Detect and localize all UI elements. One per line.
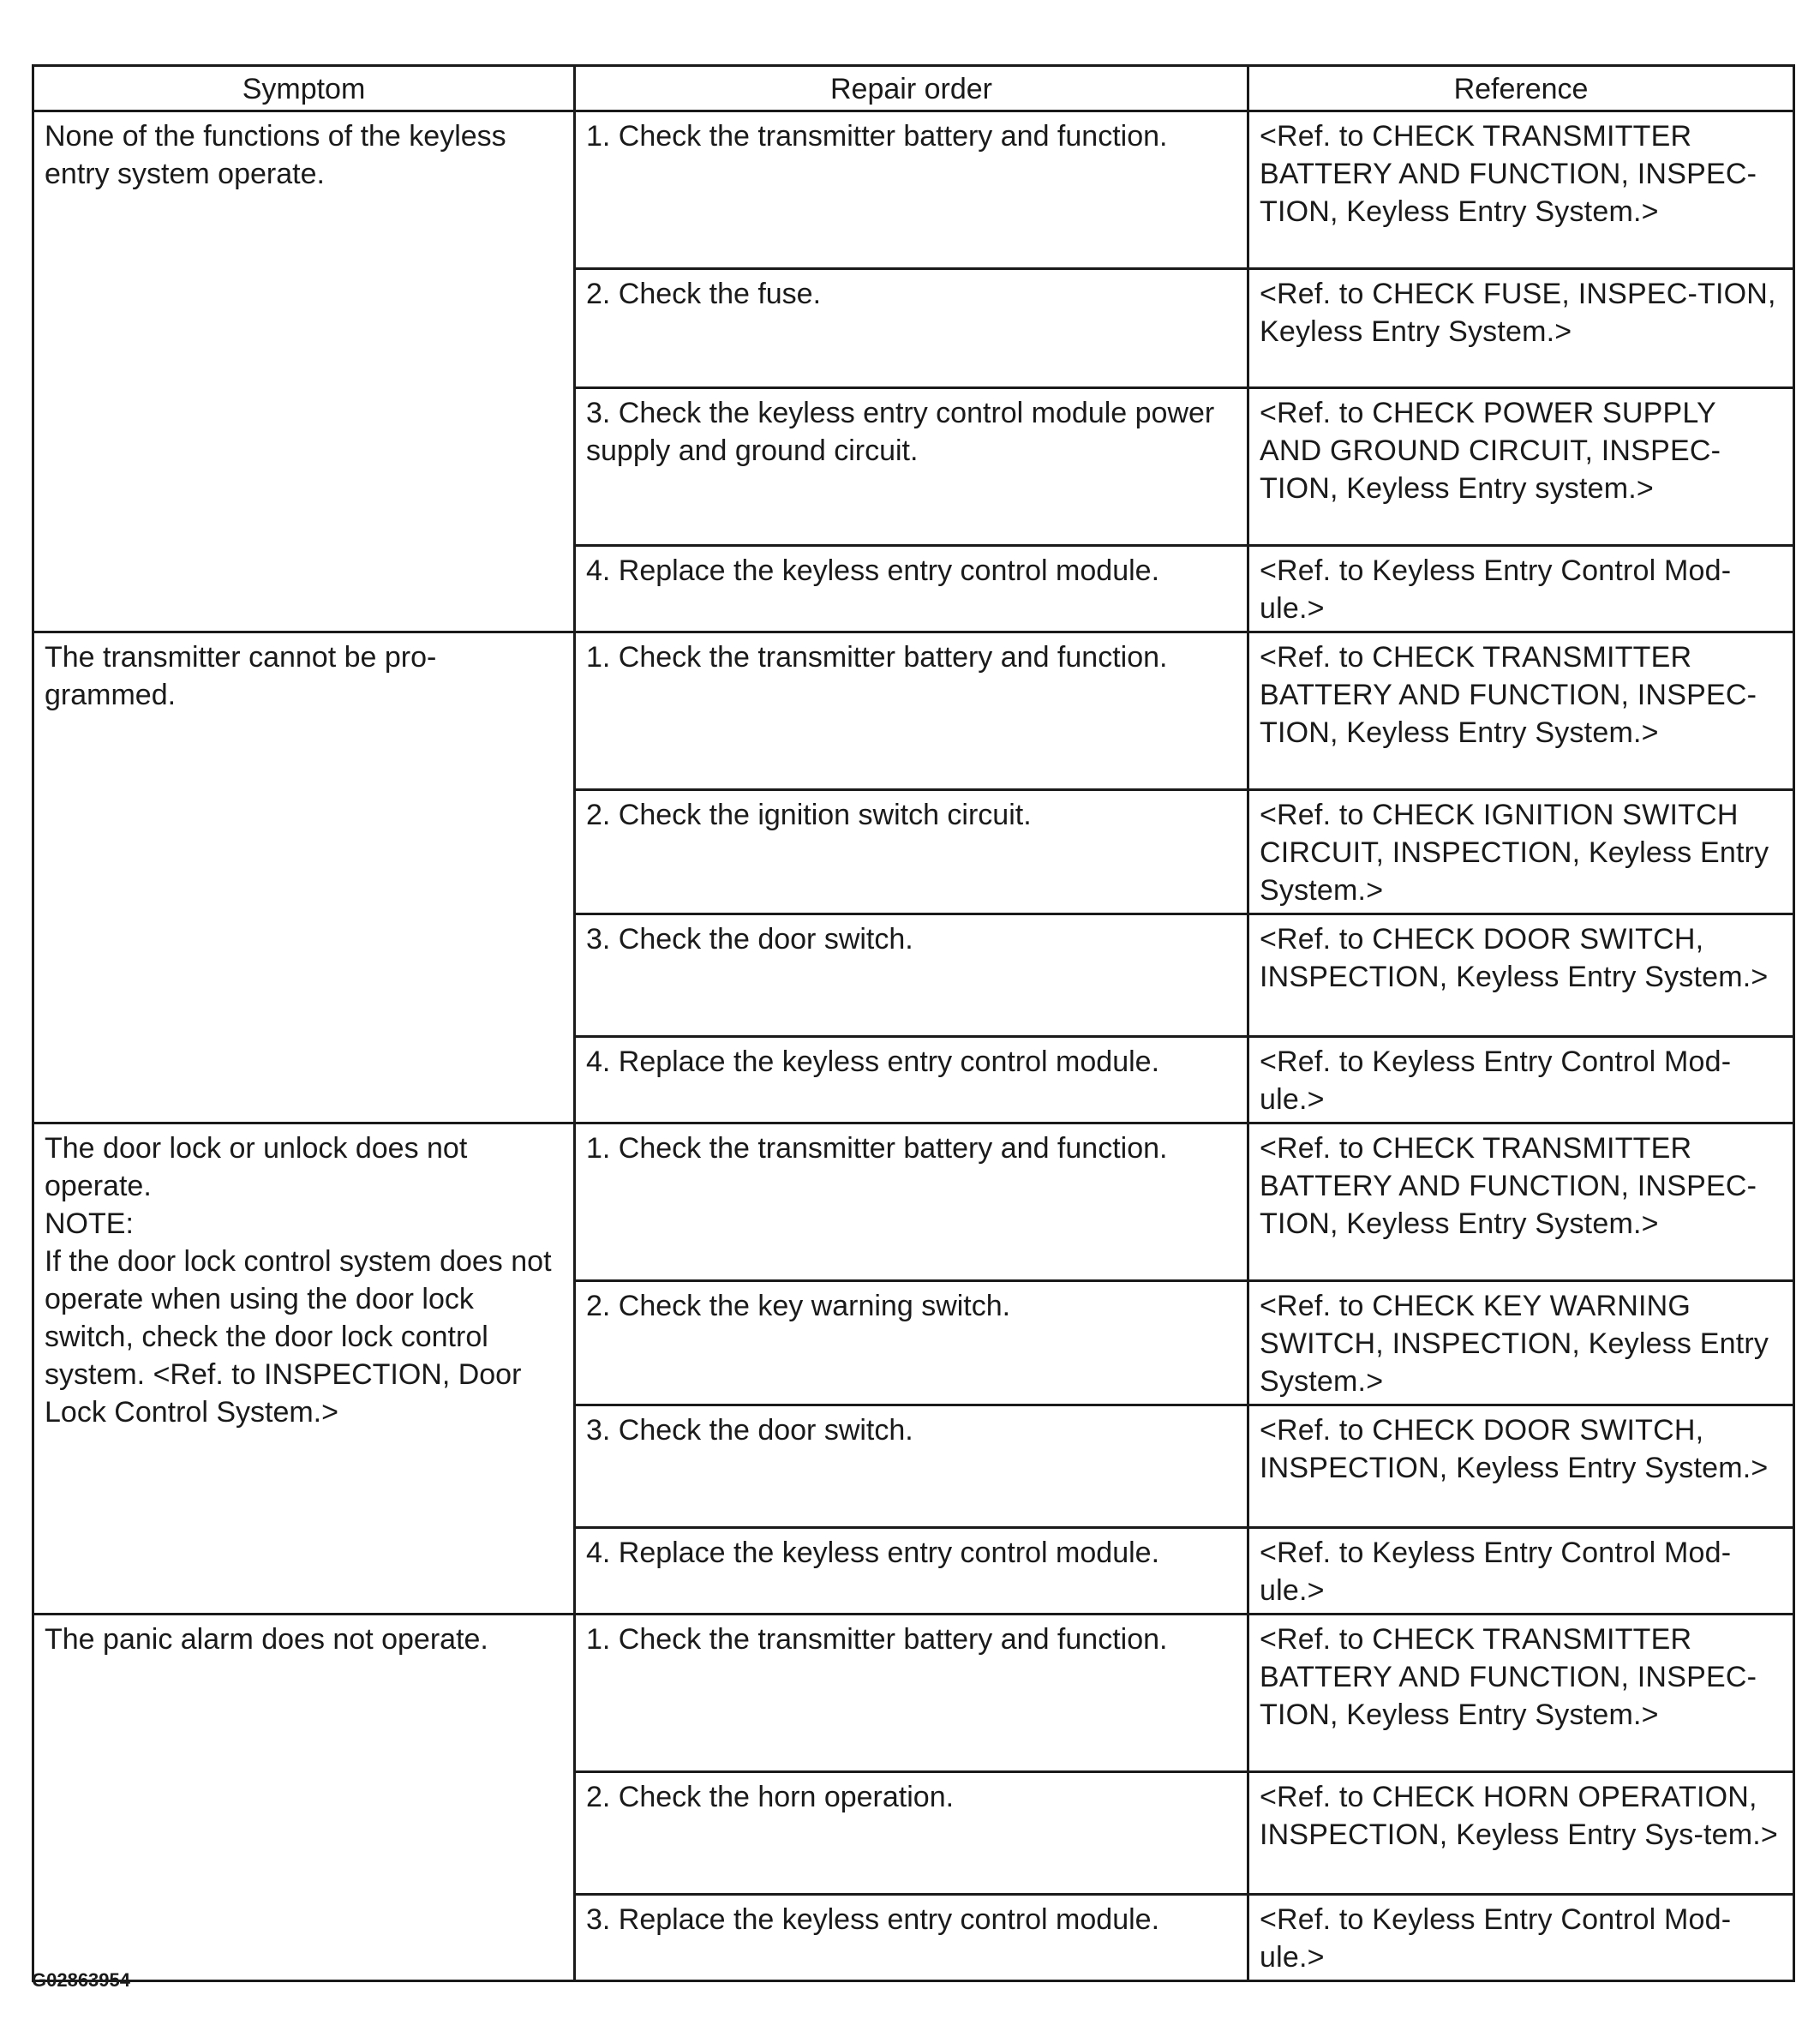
repair-step-cell: 3. Replace the keyless entry control module. (575, 1895, 1248, 1981)
symptom-column-header: Symptom (33, 66, 575, 111)
table-row (33, 632, 1794, 790)
reference-cell: <Ref. to Keyless Entry Control Mod-ule.> (1248, 546, 1794, 632)
reference-cell: <Ref. to CHECK TRANSMITTER BATTERY AND FUNCTION, INSPEC-TION, Keyless Entry System.> (1248, 1123, 1794, 1281)
repair-step-cell: 4. Replace the keyless entry control module. (575, 1037, 1248, 1123)
reference-cell: <Ref. to CHECK DOOR SWITCH, INSPECTION, Keyless Entry System.> (1248, 1405, 1794, 1528)
symptom-cell: None of the functions of the keyless entry system operate. (33, 111, 575, 632)
document-page (32, 64, 1793, 1982)
repair-step-cell: 2. Check the horn operation. (575, 1772, 1248, 1895)
repair-step-cell: 2. Check the key warning switch. (575, 1281, 1248, 1405)
reference-cell: <Ref. to Keyless Entry Control Mod-ule.> (1248, 1037, 1794, 1123)
reference-cell: <Ref. to CHECK TRANSMITTER BATTERY AND FUNCTION, INSPEC-TION, Keyless Entry System.> (1248, 632, 1794, 790)
figure-code: G02863954 (32, 1969, 130, 1991)
repair-step-cell: 1. Check the transmitter battery and function. (575, 1615, 1248, 1772)
symptom-cell: The transmitter cannot be pro-grammed. (33, 632, 575, 1123)
repair-step-cell: 1. Check the transmitter battery and function. (575, 1123, 1248, 1281)
reference-cell: <Ref. to CHECK TRANSMITTER BATTERY AND FUNCTION, INSPEC-TION, Keyless Entry System.> (1248, 1615, 1794, 1772)
repair-step-cell: 3. Check the door switch. (575, 914, 1248, 1037)
repair-step-cell: 4. Replace the keyless entry control module. (575, 1528, 1248, 1615)
table-row (33, 111, 1794, 269)
repair-step-cell: 1. Check the transmitter battery and function. (575, 111, 1248, 269)
reference-cell: <Ref. to Keyless Entry Control Mod-ule.> (1248, 1895, 1794, 1981)
repair-step-cell: 3. Check the door switch. (575, 1405, 1248, 1528)
repair-step-cell: 1. Check the transmitter battery and function. (575, 632, 1248, 790)
repair-step-cell: 3. Check the keyless entry control module power supply and ground circuit. (575, 388, 1248, 546)
symptom-cell: The door lock or unlock does not operate. NOTE: If the door lock control system does not operate when using the door lock switch, check the door lock control system. <Ref. to INSPECTION, Door Lock Control System.> (33, 1123, 575, 1615)
reference-column-header: Reference (1248, 66, 1794, 111)
repair-order-column-header: Repair order (575, 66, 1248, 111)
reference-cell: <Ref. to CHECK HORN OPERATION, INSPECTION, Keyless Entry Sys-tem.> (1248, 1772, 1794, 1895)
reference-cell: <Ref. to CHECK FUSE, INSPEC-TION, Keyless Entry System.> (1248, 269, 1794, 388)
reference-cell: <Ref. to Keyless Entry Control Mod-ule.> (1248, 1528, 1794, 1615)
reference-cell: <Ref. to CHECK DOOR SWITCH, INSPECTION, Keyless Entry System.> (1248, 914, 1794, 1037)
reference-cell: <Ref. to CHECK IGNITION SWITCH CIRCUIT, INSPECTION, Keyless Entry System.> (1248, 790, 1794, 914)
table-row (33, 1123, 1794, 1281)
repair-order-table (32, 64, 1795, 1982)
repair-step-cell: 4. Replace the keyless entry control module. (575, 546, 1248, 632)
reference-cell: <Ref. to CHECK POWER SUPPLY AND GROUND CIRCUIT, INSPEC-TION, Keyless Entry system.> (1248, 388, 1794, 546)
repair-step-cell: 2. Check the ignition switch circuit. (575, 790, 1248, 914)
table-header-row (33, 66, 1794, 111)
reference-cell: <Ref. to CHECK KEY WARNING SWITCH, INSPECTION, Keyless Entry System.> (1248, 1281, 1794, 1405)
reference-cell: <Ref. to CHECK TRANSMITTER BATTERY AND FUNCTION, INSPEC-TION, Keyless Entry System.> (1248, 111, 1794, 269)
table-row (33, 1615, 1794, 1772)
symptom-cell: The panic alarm does not operate. (33, 1615, 575, 1981)
repair-step-cell: 2. Check the fuse. (575, 269, 1248, 388)
